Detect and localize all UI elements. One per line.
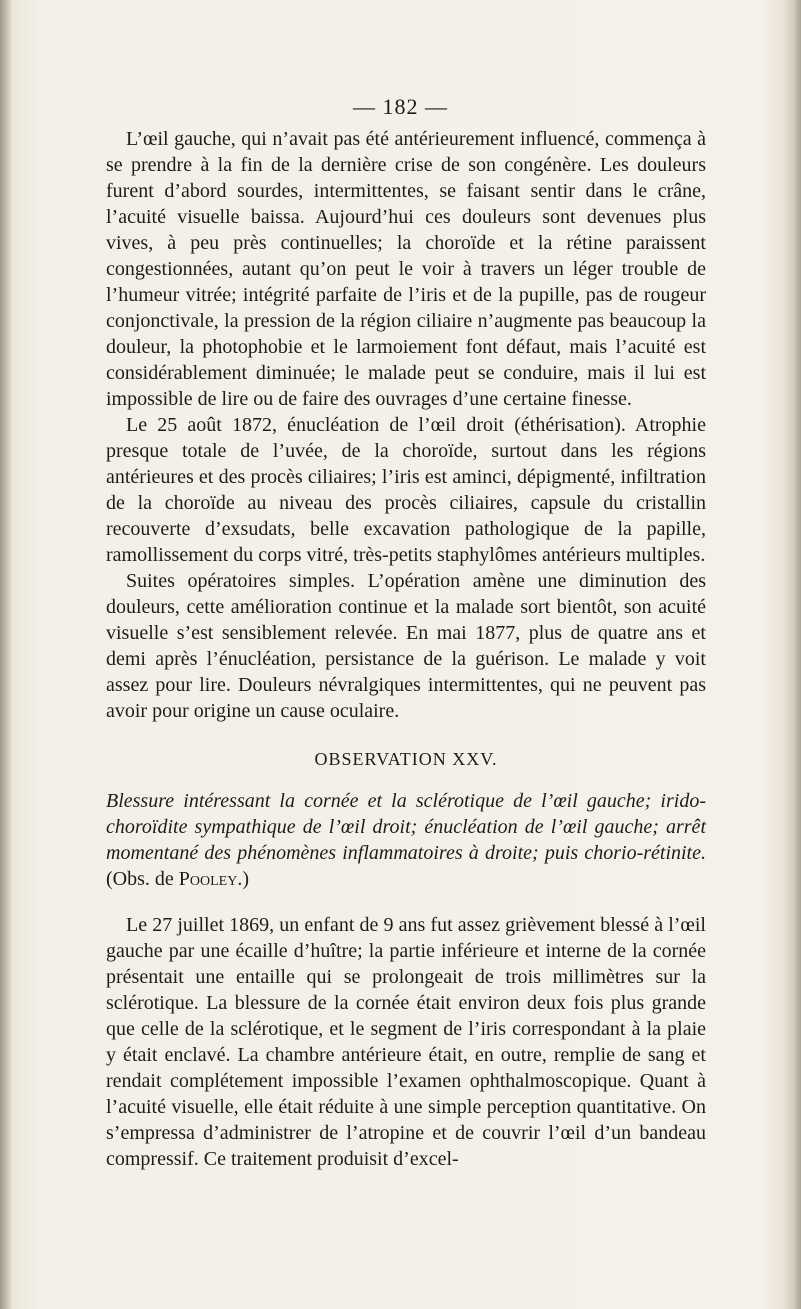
page-body [106, 126, 706, 1172]
page-right-edge-shadow [783, 0, 801, 1309]
summary-text: Blessure intéressant la cornée et la sclérotique de l’œil gauche; irido-choroïdite sympathique de l’œil droit; énucléation de l’œil gauche; arrêt momentané des phénomènes inflammatoires à droite; puis chorio-rétinite. [106, 790, 706, 864]
summary-citation-close: ) [242, 868, 249, 890]
paragraph-case-description: Le 27 juillet 1869, un enfant de 9 ans fut assez grièvement blessé à l’œil gauche par une écaille d’huître; la partie inférieure et interne de la cornée présentait une entaille qui se prolongeait de trois millimètres sur la sclérotique. La blessure de la cornée était environ deux fois plus grande que celle de la sclérotique, et le segment de l’iris correspondant à la plaie y était enclavé. La chambre antérieure était, en outre, remplie de sang et rendait complétement impossible l’examen ophthalmoscopique. Quant à l’acuité visuelle, elle était réduite à une simple perception quantitative. On s’empressa d’administrer de l’atropine et de couvrir l’œil d’un bandeau compressif. Ce traitement produisit d’excel- [106, 914, 706, 1170]
page-number: — 182 — [353, 94, 448, 119]
section-spacer [106, 892, 706, 912]
paragraph-enucleation: Le 25 août 1872, énucléation de l’œil droit (éthérisation). Atrophie presque totale de l’uvée, de la choroïde, surtout dans les régions antérieures et des procès ciliaires; l’iris est aminci, dépigmenté, infiltration de la choroïde au niveau des procès ciliaires, capsule du cristallin recouverte d’exsudats, belle excavation pathologique de la papille, ramollissement du corps vitré, très-petits staphylômes antérieurs multiples. [106, 414, 706, 566]
paragraph-left-eye-symptoms: L’œil gauche, qui n’avait pas été antérieurement influencé, commença à se prendre à la fin de la dernière crise de son congénère. Les douleurs furent d’abord sourdes, intermittentes, se faisant sentir dans le crâne, l’acuité visuelle baissa. Aujourd’hui ces douleurs sont devenues plus vives, à peu près continuelles; la choroïde et la rétine paraissent congestionnées, autant qu’on peut le voir à travers un léger trouble de l’humeur vitrée; intégrité parfaite de l’iris et de la pupille, pas de rougeur conjonctivale, la pression de la région ciliaire n’augmente pas beaucoup la douleur, la photophobie et le larmoiement font défaut, mais l’acuité est considérablement diminuée; le malade peut se conduire, mais il lui est impossible de lire ou de faire des ouvrages d’une certaine finesse. [106, 128, 706, 410]
summary-citation-open: (Obs. de [106, 868, 174, 890]
summary-author: Pooley. [178, 868, 243, 890]
paragraph-operative-outcome: Suites opératoires simples. L’opération amène une diminution des douleurs, cette amélioration continue et la malade sort bientôt, son acuité visuelle s’est sensiblement relevée. En mai 1877, plus de quatre ans et demi après l’énucléation, persistance de la guérison. Le malade y voit assez pour lire. Douleurs névralgiques intermittentes, qui ne peuvent pas avoir pour origine un cause oculaire. [106, 570, 706, 722]
page-left-edge-shadow [0, 0, 12, 1309]
observation-heading: OBSERVATION XXV. [314, 749, 498, 769]
observation-summary [106, 788, 706, 892]
